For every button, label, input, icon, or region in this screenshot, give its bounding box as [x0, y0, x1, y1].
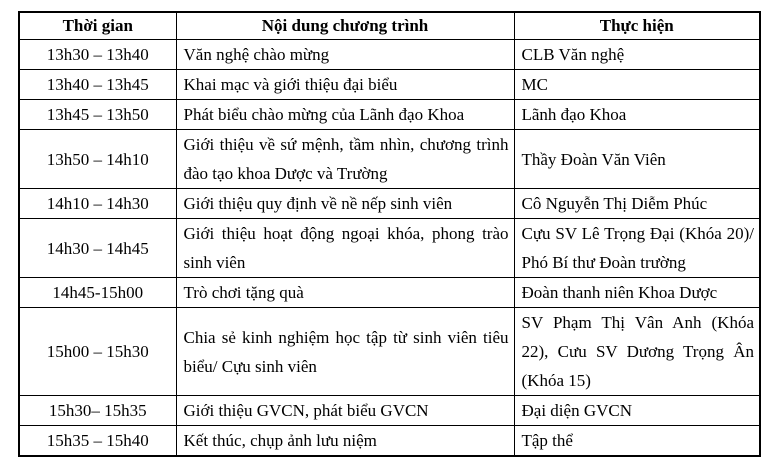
content-cell: Văn nghệ chào mừng: [176, 40, 514, 70]
table-row: [19, 189, 760, 219]
schedule-body: [19, 40, 760, 457]
performer-cell: Đoàn thanh niên Khoa Dược: [514, 278, 760, 308]
header-content: Nội dung chương trình: [176, 12, 514, 40]
time-cell: 14h10 – 14h30: [19, 189, 176, 219]
content-cell: Trò chơi tặng quà: [176, 278, 514, 308]
schedule-table-container: [18, 11, 761, 457]
table-row: [19, 130, 760, 189]
header-row: [19, 12, 760, 40]
performer-cell: Đại diện GVCN: [514, 396, 760, 426]
time-cell: 14h45-15h00: [19, 278, 176, 308]
table-row: [19, 219, 760, 278]
performer-cell: Thầy Đoàn Văn Viên: [514, 130, 760, 189]
table-row: [19, 308, 760, 396]
table-row: [19, 278, 760, 308]
time-cell: 15h00 – 15h30: [19, 308, 176, 396]
table-row: [19, 70, 760, 100]
time-cell: 13h30 – 13h40: [19, 40, 176, 70]
content-cell: Phát biểu chào mừng của Lãnh đạo Khoa: [176, 100, 514, 130]
content-cell: Kết thúc, chụp ảnh lưu niệm: [176, 426, 514, 457]
performer-cell: Cựu SV Lê Trọng Đại (Khóa 20)/ Phó Bí thư Đoàn trường: [514, 219, 760, 278]
content-cell: Giới thiệu quy định về nề nếp sinh viên: [176, 189, 514, 219]
header-time: Thời gian: [19, 12, 176, 40]
content-cell: Khai mạc và giới thiệu đại biểu: [176, 70, 514, 100]
performer-cell: CLB Văn nghệ: [514, 40, 760, 70]
performer-cell: Cô Nguyễn Thị Diễm Phúc: [514, 189, 760, 219]
table-row: [19, 426, 760, 457]
performer-cell: MC: [514, 70, 760, 100]
time-cell: 13h50 – 14h10: [19, 130, 176, 189]
time-cell: 13h45 – 13h50: [19, 100, 176, 130]
content-cell: Giới thiệu hoạt động ngoại khóa, phong trào sinh viên: [176, 219, 514, 278]
schedule-table: [18, 11, 761, 457]
performer-cell: Tập thể: [514, 426, 760, 457]
table-row: [19, 100, 760, 130]
time-cell: 14h30 – 14h45: [19, 219, 176, 278]
performer-cell: Lãnh đạo Khoa: [514, 100, 760, 130]
content-cell: Chia sẻ kinh nghiệm học tập từ sinh viên tiêu biểu/ Cựu sinh viên: [176, 308, 514, 396]
header-performer: Thực hiện: [514, 12, 760, 40]
schedule-table-header: [19, 12, 760, 40]
table-row: [19, 40, 760, 70]
time-cell: 15h35 – 15h40: [19, 426, 176, 457]
time-cell: 13h40 – 13h45: [19, 70, 176, 100]
table-row: [19, 396, 760, 426]
performer-cell: SV Phạm Thị Vân Anh (Khóa 22), Cưu SV Dương Trọng Ân (Khóa 15): [514, 308, 760, 396]
content-cell: Giới thiệu GVCN, phát biểu GVCN: [176, 396, 514, 426]
time-cell: 15h30– 15h35: [19, 396, 176, 426]
content-cell: Giới thiệu về sứ mệnh, tầm nhìn, chương trình đào tạo khoa Dược và Trường: [176, 130, 514, 189]
